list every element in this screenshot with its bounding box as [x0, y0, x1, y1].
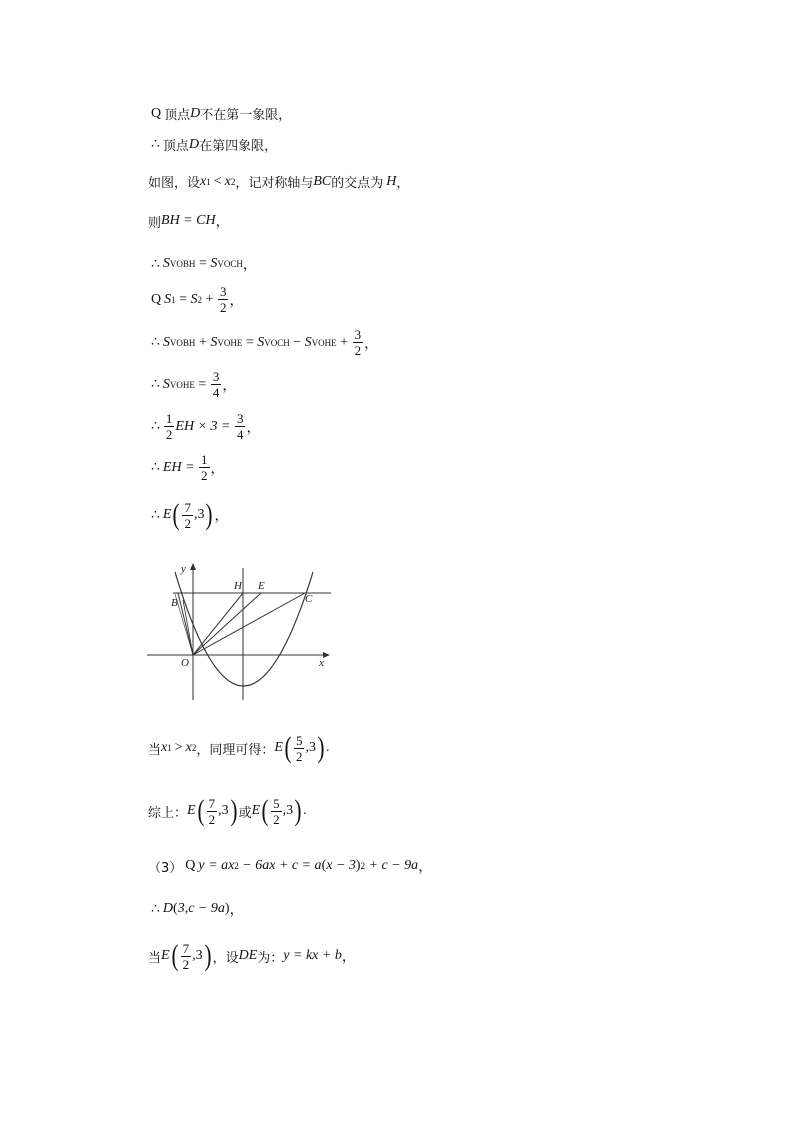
- label-e: E: [258, 580, 265, 592]
- label-b: B: [171, 597, 178, 609]
- line-15: ∴ D ( 3,c − 9a ) ，: [151, 901, 244, 918]
- fraction: $\frac{3}{4}$: [236, 411, 244, 442]
- fraction: $\frac{1}{2}$: [201, 452, 208, 483]
- label-o: O: [181, 657, 189, 669]
- line-13: 综上： E ( $\frac{7}{2}$ ,3 ) 或 E ( $\frac{5}{2}$ ,3 ) .: [148, 794, 307, 827]
- parabola-curve: [175, 572, 313, 686]
- segment-oh: [193, 593, 243, 655]
- fraction: $\frac{1}{2}$: [165, 411, 173, 442]
- label-y: y: [181, 563, 186, 575]
- x-axis-arrow: [323, 652, 330, 658]
- segment-ob2: [183, 600, 193, 655]
- label-h: H: [234, 580, 242, 592]
- fraction: $\frac{3}{2}$: [354, 327, 362, 358]
- line-9: ∴ $\frac{1}{2}$ EH × 3 = $\frac{3}{4}$ ，: [151, 411, 261, 442]
- line-2: ∴ 顶点 D 在第四象限，: [151, 136, 278, 154]
- fraction: $\frac{5}{2}$: [295, 732, 303, 764]
- y-axis-arrow: [190, 563, 196, 570]
- line-10: ∴ EH = $\frac{1}{2}$ ，: [151, 452, 225, 483]
- line-7: ∴ S VOBH + S VOHE = S VOCH − S VOHE + $\frac{3}{2}$ ，: [151, 327, 379, 358]
- because-symbol: Q: [151, 105, 162, 121]
- fraction: $\frac{7}{2}$: [184, 499, 191, 531]
- line-5: ∴ S VOBH = S VOCH ，: [151, 256, 257, 273]
- label-x: x: [319, 657, 324, 669]
- fraction: $\frac{3}{2}$: [219, 284, 227, 315]
- line-8: ∴ S VOHE = $\frac{3}{4}$ ，: [151, 369, 237, 400]
- line-4: 则 BH = CH ，: [148, 213, 230, 231]
- therefore-symbol: ∴: [151, 137, 160, 152]
- label-c: C: [305, 593, 313, 605]
- line-3: 如图，设 x 1 < x 2 ，记对称轴与 BC 的交点为 H ，: [148, 173, 410, 191]
- segment-oc: [193, 593, 305, 655]
- fraction: $\frac{7}{2}$: [182, 940, 190, 972]
- fraction: $\frac{5}{2}$: [273, 795, 280, 827]
- segment-oe: [193, 593, 261, 655]
- fraction: $\frac{7}{2}$: [208, 795, 216, 827]
- fraction: $\frac{3}{4}$: [212, 369, 220, 400]
- parabola-figure: [145, 560, 340, 705]
- line-12: 当 x 1 > x 2 ，同理可得： E ( $\frac{5}{2}$ ,3 ) .: [148, 731, 330, 764]
- segment-ob: [178, 593, 193, 655]
- line-1: Q 顶点 D 不在第一象限，: [151, 105, 292, 123]
- line-6: Q S 1 = S 2 + $\frac{3}{2}$ ，: [151, 284, 244, 315]
- line-11: ∴ E ( $\frac{7}{2}$ ,3 ) ，: [151, 498, 229, 531]
- line-16: 当 E ( $\frac{7}{2}$ ,3 ) ，设 DE 为： y = kx + b ，: [148, 939, 356, 972]
- line-14: （3） Q y = ax 2 − 6ax + c = a ( x − 3 ) 2 + c − 9a ，: [148, 858, 433, 876]
